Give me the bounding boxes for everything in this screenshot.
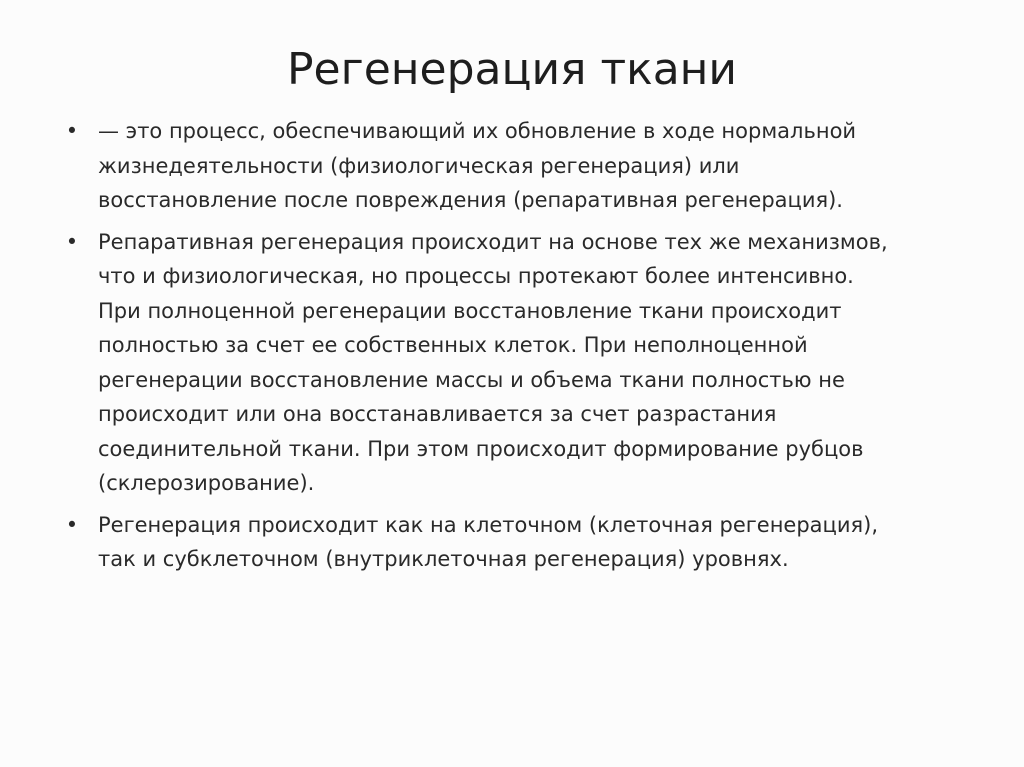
bullet-item-definition <box>65 114 958 218</box>
bullet-line: так и субклеточном (внутриклеточная регенерация) уровнях. <box>98 547 789 571</box>
bullet-item-reparative <box>65 225 958 501</box>
bullet-list <box>65 114 958 584</box>
bullet-item-levels <box>65 508 958 577</box>
bullet-line: происходит или она восстанавливается за счет разрастания <box>98 402 777 426</box>
bullet-dot-icon: • <box>65 229 79 254</box>
bullet-line: жизнедеятельности (физиологическая регенерация) или <box>98 153 740 178</box>
bullet-dot-icon: • <box>65 119 79 143</box>
bullet-line: соединительной ткани. При этом происходит формирование рубцов <box>98 436 864 461</box>
bullet-line: регенерации восстановление массы и объема ткани полностью не <box>98 367 845 392</box>
bullet-line: Регенерация происходит как на клеточном (клеточная регенерация), <box>98 512 878 537</box>
slide-title: Регенерация ткани <box>286 44 738 95</box>
bullet-line: (склерозирование). <box>98 471 315 495</box>
bullet-dot-icon: • <box>65 512 79 537</box>
bullet-line: полностью за счет ее собственных клеток. При неполноценной <box>98 333 808 357</box>
bullet-line: При полноценной регенерации восстановление ткани происходит <box>98 298 842 323</box>
bullet-line: что и физиологическая, но процессы протекают более интенсивно. <box>98 264 854 288</box>
bullet-line: — это процесс, обеспечивающий их обновление в ходе нормальной <box>98 119 857 143</box>
bullet-line: восстановление после повреждения (репаративная регенерация). <box>98 188 843 212</box>
bullet-line: Репаративная регенерация происходит на основе тех же механизмов, <box>98 229 888 254</box>
